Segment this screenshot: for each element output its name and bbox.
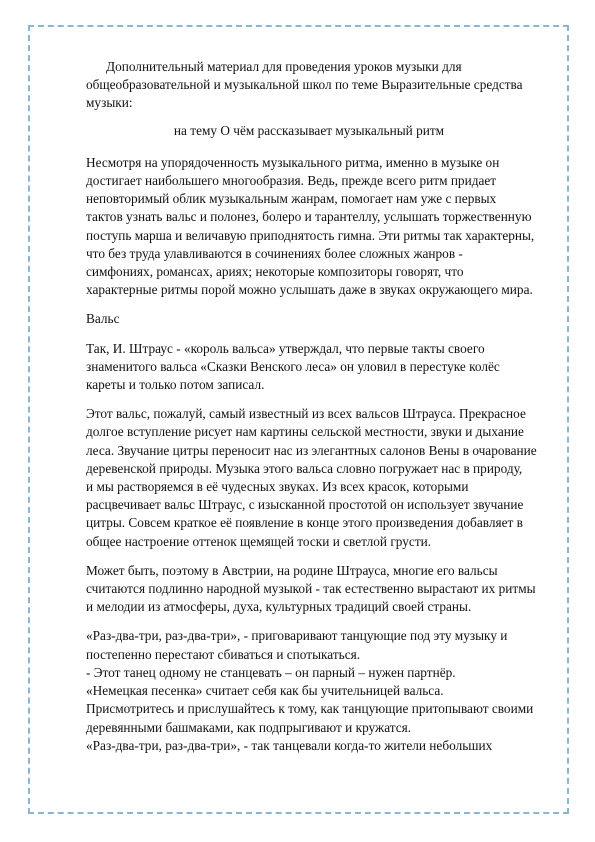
text-line: - Этот танец одному не станцевать – он парный – нужен партнёр. [86,664,456,680]
text-line: характерные ритмы порой можно услышать даже в звуках окружающего мира. [86,282,533,298]
text-line: деревенской природы. Музыка этого вальса словно погружает нас в природу, [86,460,523,476]
text-line: общее настроение оттенок щемящей тоски и светлой грусти. [86,533,432,549]
text-line: кареты и только потом записал. [86,377,265,393]
text-line: и мелодии из атмосферы, духа, культурных традиций своей страны. [86,599,472,615]
paragraph-strauss [86,340,532,395]
text-line: и мы растворяемся в её чудесных звуках. Из всех красок, которыми [86,479,469,495]
intro-line: Дополнительный материал для проведения уроков музыки для [106,59,462,74]
paragraph-rhythm [86,154,535,300]
text-line: тактов узнать вальс и полонез, болеро и тарантеллу, услышать торжественную [86,209,532,225]
text-line: «Раз-два-три, раз-два-три», - так танцевали когда-то жители небольших [86,737,493,753]
document-body [86,58,537,755]
text-line: симфониях, романсах, ариях; некоторые композиторы говорят, что [86,264,464,280]
text-line: поступь марша и величавую приподнятость гимна. Эти ритмы так характерны, [86,227,535,243]
text-line: постепенно перестают сбиваться и спотыкаться. [86,646,361,662]
text-line: деревянными башмаками, как подпрыгивают и кружатся. [86,719,412,735]
intro-paragraph [86,58,532,113]
text-line: «Раз-два-три, раз-два-три», - приговаривают танцующие под эту музыку и [86,628,508,644]
text-line: Присмотритесь и прислушайтесь к тому, как танцующие притопывают своими [86,701,534,717]
text-line: леса. Звучание цитры переносит нас из элегантных салонов Вены в очарование [86,442,537,458]
text-line: неповторимый облик музыкальным жанрам, помогает нам уже с первых [86,191,497,207]
text-line: «Немецкая песенка» считает себя как бы учительницей вальса. [86,683,444,699]
intro-line: общеобразовательной и музыкальной школ по теме Выразительные средства [86,77,523,93]
text-line: что без труда улавливаются в сочинениях более сложных жанров - [86,245,463,261]
text-line: цитры. Совсем краткое её появление в конце этого произведения добавляет в [86,515,523,531]
text-line: расцвечивает вальс Штраус, с изысканной простотой он использует звучание [86,497,524,513]
text-line: Несмотря на упорядоченность музыкального ритма, именно в музыке он [86,154,500,170]
text-line: знаменитого вальса «Сказки Венского леса» он уловил в перестуке колёс [86,358,500,374]
text-line: долгое вступление рисует нам картины сельской местности, звуки и дыхание [86,424,524,440]
paragraph-dance [86,627,532,754]
section-heading-waltz: Вальс [86,311,120,327]
topic-title: на тему О чём рассказывает музыкальный ритм [173,122,445,138]
paragraph-vienna-woods [86,405,537,551]
text-line: считаются подлинно народной музыкой - так естественно вырастают их ритмы [86,581,536,597]
heading-waltz-block [86,310,532,328]
text-line: Может быть, поэтому в Австрии, на родине Штрауса, многие его вальсы [86,562,498,578]
intro-line: музыки: [86,95,133,111]
text-line: Так, И. Штраус - «король вальса» утверждал, что первые такты своего [86,340,485,356]
text-line: достигает наибольшего многообразия. Ведь, прежде всего ритм придает [86,173,497,189]
paragraph-austria [86,562,536,617]
text-line: Этот вальс, пожалуй, самый известный из всех вальсов Штрауса. Прекрасное [86,406,526,422]
